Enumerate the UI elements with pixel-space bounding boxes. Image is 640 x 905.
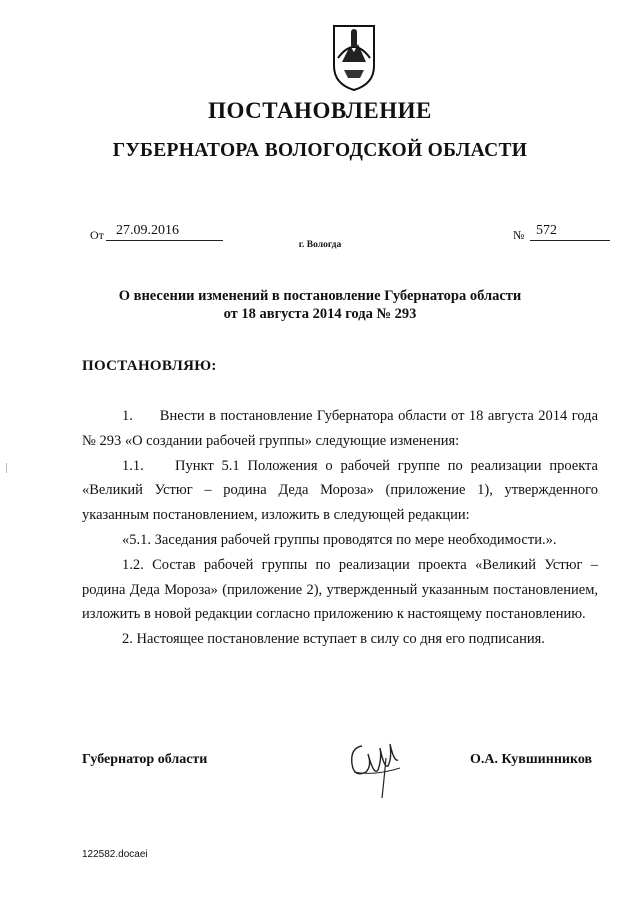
signatory-name: О.А. Кувшинников <box>470 752 593 767</box>
document-subtitle: ГУБЕРНАТОРА ВОЛОГОДСКОЙ ОБЛАСТИ <box>112 140 528 161</box>
paragraph-5-1-quote: «5.1. Заседания рабочей группы проводятся по мере необходимости.». <box>122 531 557 548</box>
paragraph-1: 1. Внести в постановление Губернатора области от 18 августа 2014 года № 293 «О создании рабочей группы» следующие изменения: <box>82 408 598 449</box>
paragraph-1-1: 1.1. Пункт 5.1 Положения о рабочей группе по реализации проекта «Великий Устюг – родина Деда Мороза» (приложение 1), утвержденного указанным постановлением, изложить в следующей редакции: <box>82 457 598 524</box>
signatory-position: Губернатор области <box>82 752 208 767</box>
paragraph-1-2: 1.2. Состав рабочей группы по реализации проекта «Великий Устюг – родина Деда Мороза» (приложение 2), утвержденный указанным постановлением, изложить в новой редакции согласно приложению к настоящему постановлению. <box>82 556 598 623</box>
document-number: 572 <box>530 224 610 241</box>
number-prefix: № <box>513 228 525 242</box>
subject-line-1: О внесении изменений в постановление Губернатора области <box>118 288 522 304</box>
decree-heading: ПОСТАНОВЛЯЮ: <box>82 358 217 374</box>
coat-of-arms-emblem <box>330 22 378 92</box>
document-file-reference: 122582.docaei <box>82 849 148 860</box>
date-prefix: От <box>90 228 104 242</box>
document-title: ПОСТАНОВЛЕНИЕ <box>208 98 432 123</box>
handwritten-signature <box>340 728 410 800</box>
margin-mark <box>6 463 10 473</box>
document-subject <box>80 287 560 323</box>
city-label: г. Вологда <box>298 240 342 250</box>
subject-line-2: от 18 августа 2014 года № 293 <box>223 306 417 322</box>
paragraph-2: 2. Настоящее постановление вступает в силу со дня его подписания. <box>122 631 545 648</box>
document-body <box>82 404 598 652</box>
document-date: 27.09.2016 <box>106 224 223 241</box>
